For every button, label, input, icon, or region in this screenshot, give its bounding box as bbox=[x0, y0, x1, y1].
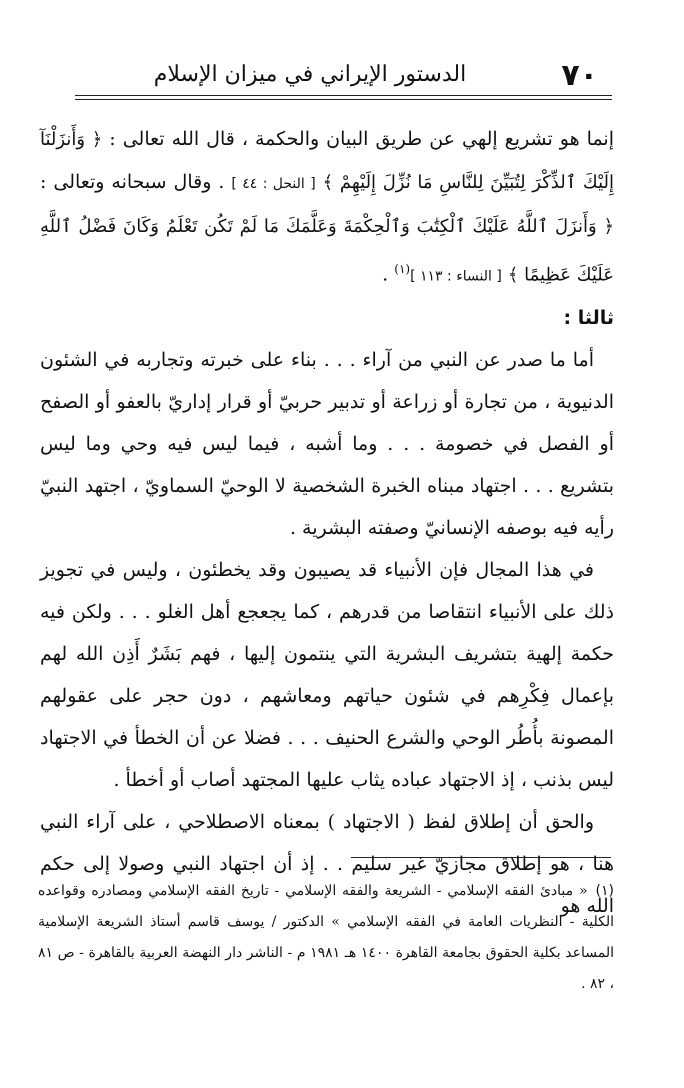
paragraph-4: والحق أن إطلاق لفظ ( الاجتهاد ) بمعناه الاصطلاحي ، على آراء النبي هنا ، هو إطلاق مجازيّ غير سليم . . إذ أن اجتهاد النبي وصولا إلى حكم الله هو bbox=[40, 811, 614, 918]
footnote-text: « مبادئ الفقه الإسلامي - الشريعة والفقه الإسلامي - تاريخ الفقه الإسلامي ومصادره وقواعده الكلية - النظريات العامة في الفقه الإسلامي » الدكتور / يوسف قاسم أستاذ الشريعة الإسلامية المساعد بكلية الحقوق بجامعة القاهرة ١٤٠٠ هـ ١٩٨١ م - الناشر دار النهضة العربية بالقاهرة - ص ٨١ ، ٨٢ . bbox=[38, 883, 614, 992]
footnote-ref: (١) bbox=[394, 262, 411, 276]
header-rule bbox=[75, 99, 612, 100]
paragraph-1 bbox=[40, 118, 614, 297]
footnote-marker: (١) bbox=[595, 883, 614, 899]
paragraph-3: في هذا المجال فإن الأنبياء قد يصيبون وقد يخطئون ، وليس في تجويز ذلك على الأنبياء انتقاصا من قدرهم ، كما يجعجع أهل الغلو . . . ولكن فيه حكمة إلهية بتشريف البشرية التي ينتمون إليها ، فهم بَشَرٌ أَذِن الله لهم بإعمال فِكْرِهم في شئون حياتهم ومعاشهم ، دون حجر على عقولهم المصونة بأُطُر الوحي والشرع الحنيف . . . فضلا عن أن الخطأ في الاجتهاد ليس بذنب ، إذ الاجتهاد عباده يثاب عليها المجتهد أصاب أو أخطأ . bbox=[40, 559, 614, 792]
quran-verse: ﴿ وَأَنزَلَ ٱللَّهُ عَلَيْكَ ٱلْكِتَٰبَ وَٱلْحِكْمَةَ وَعَلَّمَكَ مَا لَمْ تَكُن تَعْلَمُ وَكَانَ فَضْلُ ٱللَّهِ عَلَيْكَ عَظِيمًا ﴾ bbox=[40, 216, 614, 286]
footnote-separator bbox=[351, 857, 611, 858]
page-header bbox=[75, 58, 612, 98]
paragraph-2: أما ما صدر عن النبي من آراء . . . بناء على خبرته وتجاربه في الشئون الدنيوية ، من تجارة أو زراعة أو تدبير حربيّ أو قرار إداريّ بالعفو أو الصفح أو الفصل في خصومة . . . وما أشبه ، فيما ليس فيه وحي وما ليس بتشريع . . . اجتهاد مبناه الخبرة الشخصية لا الوحيّ السماويّ ، اجتهد النبيّ رأيه فيه بوصفه الإنسانيّ وصفته البشرية . bbox=[40, 349, 614, 540]
running-title: الدستور الإيراني في ميزان الإسلام bbox=[153, 62, 467, 87]
text-span: إنما هو تشريع إلهي عن طريق البيان والحكمة ، قال الله تعالى : bbox=[109, 128, 614, 150]
quran-verse: ﴿ وَأَنزَلْنَآ إِلَيْكَ ٱلذِّكْرَ لِتُبَيِّنَ لِلنَّاسِ مَا نُزِّلَ إِلَيْهِمْ ﴾ bbox=[40, 129, 615, 193]
text-span: . وقال سبحانه وتعالى : bbox=[40, 171, 225, 193]
page-number: ٧٠ bbox=[561, 58, 598, 93]
header-rule bbox=[75, 95, 612, 96]
verse-reference: [ النساء : ١١٣ ] bbox=[410, 268, 502, 285]
footnote bbox=[38, 876, 614, 1000]
section-heading: ثالثا : bbox=[563, 307, 614, 330]
verse-reference: [ النحل : ٤٤ ] bbox=[231, 176, 316, 192]
text-span: . bbox=[382, 263, 389, 286]
main-text bbox=[40, 118, 614, 927]
